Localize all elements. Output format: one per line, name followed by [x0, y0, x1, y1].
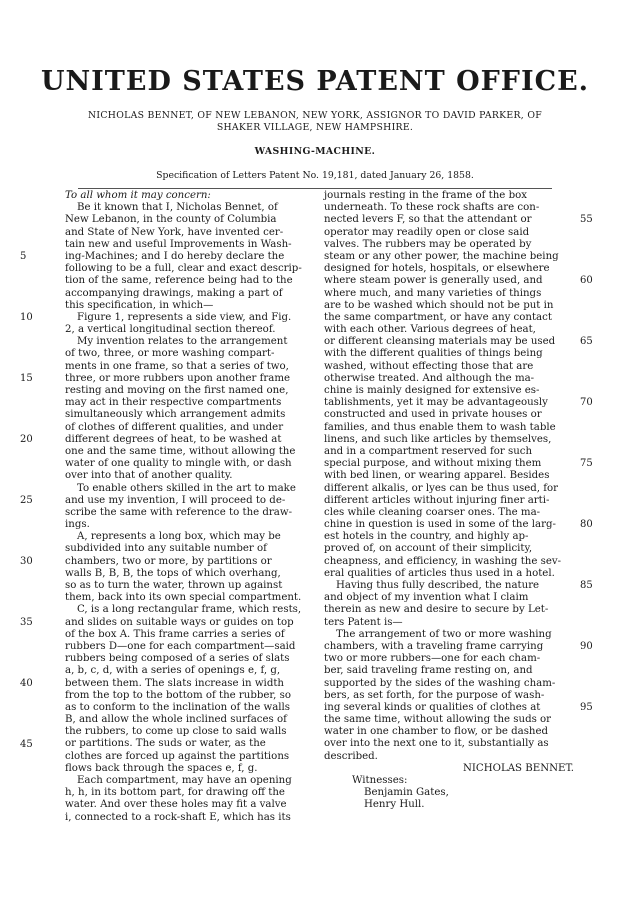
line-number: 80 [580, 519, 593, 531]
text-line: chine in question is used in some of the larg- [324, 519, 556, 531]
text-line: washed, without effecting those that are [324, 360, 534, 372]
line-number: 95 [580, 702, 593, 714]
text-line: nected levers F, so that the attendant or [324, 214, 532, 226]
text-line: cheapness, and efficiency, in washing the sev- [324, 555, 562, 567]
right-text-column [324, 190, 574, 812]
text-line: My invention relates to the arrangement [77, 336, 288, 348]
text-line: tain new and useful Improvements in Wash- [65, 238, 292, 250]
text-line: three, or more rubbers upon another frame [65, 372, 291, 384]
inventor-line-1: NICHOLAS BENNET, OF NEW LEBANON, NEW YORK, ASSIGNOR TO DAVID PARKER, OF [87, 110, 542, 121]
text-line: them, back into its own special compartment. [65, 592, 302, 604]
specification-line: Specification of Letters Patent No. 19,181, dated January 26, 1858. [156, 170, 474, 181]
line-number: 45 [20, 739, 33, 750]
text-line: special purpose, and without mixing them [324, 458, 542, 470]
text-line: and use my invention, I will proceed to de- [65, 494, 286, 506]
text-line: To all whom it may concern: [65, 190, 211, 201]
text-line: proved of, on account of their simplicity, [324, 543, 533, 555]
text-line: and in a compartment reserved for such [324, 445, 533, 457]
text-line: flows back through the spaces e, f, g. [65, 762, 258, 774]
text-line: as to conform to the inclination of the walls [65, 701, 291, 713]
text-line: subdivided into any suitable number of [65, 543, 267, 555]
office-title: UNITED STATES PATENT OFFICE. [40, 66, 590, 97]
text-line: and State of New York, have invented cer- [65, 226, 284, 238]
text-line: therein as new and desire to secure by Let- [324, 604, 549, 616]
text-line: resting and moving on the first named one, [65, 385, 289, 396]
text-line: bers, as set forth, for the purpose of wash- [324, 689, 545, 701]
line-number: 65 [580, 336, 593, 348]
line-number: 35 [20, 617, 33, 628]
text-line: NICHOLAS BENNET. [462, 762, 574, 774]
text-line: with the different qualities of things being [324, 348, 543, 360]
text-line: where steam power is generally used, and [324, 275, 543, 287]
text-line: constructed and used in private houses or [324, 409, 542, 421]
text-line: clothes are forced up against the partitions [65, 750, 290, 762]
text-line: a, b, c, d, with a series of openings e, f, g, [65, 665, 281, 677]
text-line: the same compartment, or have any contact [324, 311, 552, 323]
text-line: tion of the same, reference being had to the [65, 275, 293, 287]
text-line: 2, a vertical longitudinal section thereof. [65, 324, 276, 336]
line-number: 10 [20, 312, 33, 323]
text-line: h, h, in its bottom part, for drawing off the [65, 787, 285, 799]
text-line: ing-Machines; and I do hereby declare the [65, 250, 285, 262]
text-line: between them. The slats increase in width [65, 677, 284, 689]
text-line: accompanying drawings, making a part of [65, 287, 283, 299]
text-line: are to be washed which should not be put in [324, 299, 554, 311]
text-line: steam or any other power, the machine being [324, 250, 559, 262]
text-line: water. And over these holes may fit a valve [65, 799, 287, 811]
text-line: the rubbers, to come up close to said walls [65, 726, 287, 738]
text-line: over into that of another quality. [65, 470, 233, 482]
text-line: underneath. To these rock shafts are con- [324, 202, 540, 214]
line-number: 75 [580, 458, 593, 470]
line-number: 40 [20, 678, 33, 689]
text-line: valves. The rubbers may be operated by [324, 238, 532, 250]
text-line: walls B, B, B, the tops of which overhang, [65, 567, 281, 579]
text-line: tablishments, yet it may be advantageously [324, 397, 548, 409]
header-divider [78, 188, 552, 189]
text-line: B, and allow the whole inclined surfaces of [65, 714, 287, 726]
line-number: 55 [580, 214, 593, 226]
text-line: est hotels in the country, and highly ap- [324, 531, 529, 543]
line-number: 30 [20, 556, 33, 567]
text-line: one and the same time, without allowing the [65, 445, 296, 457]
line-number: 15 [20, 373, 33, 384]
text-line: of two, three, or more washing compart- [65, 348, 275, 360]
text-line: simultaneously which arrangement admits [65, 409, 286, 421]
text-line: New Lebanon, in the county of Columbia [65, 214, 277, 226]
text-line: or partitions. The suds or water, as the [65, 738, 266, 750]
invention-subject: WASHING-MACHINE. [254, 146, 376, 157]
text-line: operator may readily open or close said [324, 226, 530, 238]
text-line: A, represents a long box, which may be [77, 531, 281, 543]
text-line: or different cleansing materials may be used [324, 336, 556, 348]
text-line: Be it known that I, Nicholas Bennet, of [77, 202, 278, 214]
inventor-line-2: SHAKER VILLAGE, NEW HAMPSHIRE. [216, 122, 414, 133]
line-number: 70 [580, 397, 593, 409]
text-line: different articles without injuring finer arti- [324, 494, 550, 506]
text-line: Each compartment, may have an opening [77, 775, 292, 786]
text-line: scribe the same with reference to the draw- [65, 506, 293, 518]
text-line: from the top to the bottom of the rubber, so [65, 689, 291, 701]
text-line: otherwise treated. And although the ma- [324, 372, 535, 384]
text-line: C, is a long rectangular frame, which rests, [77, 604, 302, 616]
text-line: The arrangement of two or more washing [336, 628, 552, 640]
text-line: ings. [65, 519, 90, 531]
text-line: chambers, two or more, by partitions or [65, 555, 272, 567]
text-line: supported by the sides of the washing cham- [324, 677, 556, 689]
text-line: families, and thus enable them to wash table [324, 421, 556, 433]
text-line: Benjamin Gates, [364, 787, 449, 799]
text-line: Having thus fully described, the nature [336, 580, 540, 591]
text-line: of the box A. This frame carries a series of [65, 628, 285, 640]
text-line: cles while cleaning coarser ones. The ma- [324, 506, 541, 518]
text-line: linens, and such like articles by themselves, [324, 433, 552, 445]
text-line: water of one quality to mingle with, or dash [65, 458, 292, 470]
line-number: 60 [580, 275, 593, 287]
text-line: with each other. Various degrees of heat, [324, 324, 536, 336]
text-line: journals resting in the frame of the box [324, 190, 527, 201]
text-line: To enable others skilled in the art to make [77, 482, 296, 494]
text-line: rubbers being composed of a series of slats [65, 653, 290, 665]
line-number: 20 [20, 434, 33, 445]
line-number: 25 [20, 495, 33, 506]
line-number: 5 [20, 251, 27, 262]
text-line: and slides on suitable ways or guides on top [65, 616, 294, 628]
text-line: water in one chamber to flow, or be dashed [324, 726, 549, 738]
text-line: and object of my invention what I claim [324, 592, 529, 604]
text-line: eral qualities of articles thus used in a hotel. [324, 567, 555, 579]
text-line: i, connected to a rock-shaft E, which has its [65, 811, 291, 823]
text-line: two or more rubbers—one for each cham- [324, 653, 541, 665]
text-line: over into the next one to it, substantially as [324, 738, 549, 750]
text-line: described. [324, 750, 378, 762]
inventor-header [40, 110, 590, 134]
text-line: so as to turn the water, thrown up against [65, 580, 283, 591]
text-line: chine is mainly designed for extensive es- [324, 385, 540, 396]
text-line: ments in one frame, so that a series of two, [65, 360, 289, 372]
line-number: 85 [580, 580, 593, 592]
text-line: different degrees of heat, to be washed at [65, 433, 282, 445]
text-line: designed for hotels, hospitals, or elsewhere [324, 263, 550, 275]
text-line: ters Patent is— [324, 616, 403, 628]
text-line: where much, and many varieties of things [324, 287, 542, 299]
text-line: chambers, with a traveling frame carrying [324, 640, 544, 652]
text-line: Figure 1, represents a side view, and Fig. [77, 311, 292, 323]
text-line: different alkalis, or lyes can be thus used, for [324, 482, 559, 494]
text-line: following to be a full, clear and exact descrip- [65, 263, 302, 275]
text-line: Henry Hull. [364, 799, 425, 811]
text-line: with bed linen, or wearing apparel. Besides [324, 470, 550, 482]
text-line: ing several kinds or qualities of clothes at [324, 701, 541, 713]
text-line: the same time, without allowing the suds or [324, 714, 552, 726]
text-line: this specification, in which— [65, 299, 214, 311]
left-text-column [65, 190, 315, 824]
text-line: may act in their respective compartments [65, 397, 282, 409]
text-line: rubbers D—one for each compartment—said [65, 640, 296, 652]
line-number: 90 [580, 641, 593, 653]
text-line: ber, said traveling frame resting on, and [324, 665, 533, 677]
text-line: Witnesses: [352, 775, 408, 786]
text-line: of clothes of different qualities, and under [65, 421, 284, 433]
